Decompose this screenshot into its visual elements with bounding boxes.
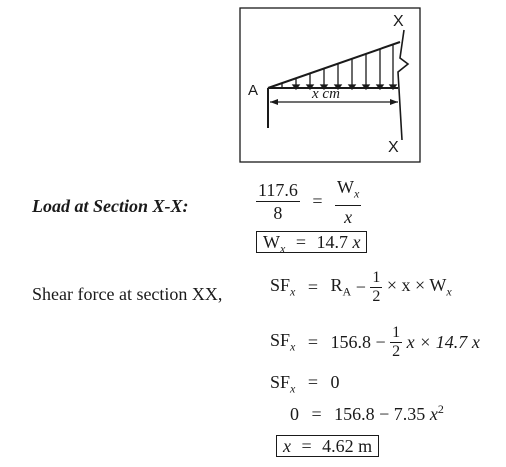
sf-subscript-2: x bbox=[290, 339, 296, 354]
wx-boxed-subscript: x bbox=[280, 241, 286, 256]
result-equals: = bbox=[301, 436, 312, 456]
dimension-arrowhead-left bbox=[270, 99, 278, 105]
sf-symbol-2: SF bbox=[270, 330, 291, 351]
ra-symbol: R bbox=[330, 275, 343, 296]
line4-lhs: 0 bbox=[290, 404, 299, 424]
line4-rhs: 156.8 − 7.35 bbox=[334, 404, 426, 424]
wx-subscript: x bbox=[354, 186, 360, 201]
result-box bbox=[276, 436, 379, 457]
sf-subscript-1: x bbox=[290, 284, 296, 299]
line4-equals: = bbox=[311, 404, 322, 424]
dimension-arrowhead-right bbox=[390, 99, 398, 105]
line1-tail: × x × W bbox=[386, 275, 447, 296]
label-x-top: X bbox=[393, 13, 404, 30]
wx-result-box bbox=[256, 232, 367, 257]
sf-symbol-3: SF bbox=[270, 372, 291, 392]
half-den-1: 2 bbox=[372, 288, 381, 305]
line2-tail: x × 14.7 bbox=[406, 332, 468, 352]
sf-line-1 bbox=[270, 270, 452, 305]
half-num-2: 1 bbox=[392, 324, 401, 341]
ratio-denominator: 8 bbox=[273, 203, 283, 224]
load-arrows bbox=[282, 45, 396, 89]
load-ratio-equation bbox=[256, 177, 361, 227]
line4-var: x bbox=[429, 404, 438, 424]
line2-tail-var: x bbox=[471, 332, 480, 352]
ratio-equals: = bbox=[312, 191, 323, 212]
half-num-1: 1 bbox=[372, 269, 381, 286]
label-a: A bbox=[248, 82, 259, 99]
wx-fraction bbox=[335, 177, 361, 227]
wx-boxed-equation bbox=[256, 231, 367, 256]
sf-line-2 bbox=[270, 325, 480, 360]
result-var: x bbox=[283, 436, 291, 456]
half-fraction-2 bbox=[390, 325, 402, 360]
load-section-heading: Load at Section X-X: bbox=[32, 196, 189, 216]
wx-boxed-equals: = bbox=[295, 232, 306, 252]
ratio-fraction bbox=[256, 180, 300, 223]
load-diagram bbox=[0, 0, 506, 170]
result-boxed-equation bbox=[276, 435, 379, 457]
line1-minus: − bbox=[355, 277, 366, 297]
dimension-label: x cm bbox=[312, 86, 340, 102]
line1-tail-subscript: x bbox=[446, 284, 452, 299]
sf-equals-1: = bbox=[307, 277, 319, 297]
label-x-bottom: X bbox=[388, 139, 399, 156]
sf-equals-2: = bbox=[307, 332, 319, 352]
line3-rhs: 0 bbox=[330, 372, 340, 392]
section-cut-line bbox=[398, 30, 408, 140]
wx-symbol: W bbox=[337, 177, 354, 197]
half-den-2: 2 bbox=[392, 343, 401, 360]
line4-exponent: 2 bbox=[437, 402, 444, 416]
wx-boxed-value: 14.7 bbox=[316, 232, 348, 252]
wx-boxed-var: x bbox=[352, 232, 361, 252]
shear-force-label: Shear force at section XX, bbox=[32, 284, 223, 304]
result-value: 4.62 m bbox=[322, 436, 373, 456]
sf-line-4 bbox=[290, 402, 444, 425]
sf-subscript-3: x bbox=[290, 381, 296, 396]
sf-equals-3: = bbox=[307, 372, 319, 392]
line2-lead: 156.8 − bbox=[330, 332, 386, 352]
wx-denominator bbox=[335, 206, 361, 227]
ratio-numerator: 117.6 bbox=[258, 180, 298, 201]
half-fraction-1 bbox=[370, 270, 382, 305]
sf-symbol-1: SF bbox=[270, 275, 291, 296]
wx-boxed-symbol: W bbox=[263, 232, 280, 252]
wx-numerator bbox=[335, 177, 361, 206]
sf-line-3 bbox=[270, 372, 340, 397]
ra-subscript: A bbox=[342, 284, 352, 299]
wx-denominator-var: x bbox=[344, 206, 353, 227]
